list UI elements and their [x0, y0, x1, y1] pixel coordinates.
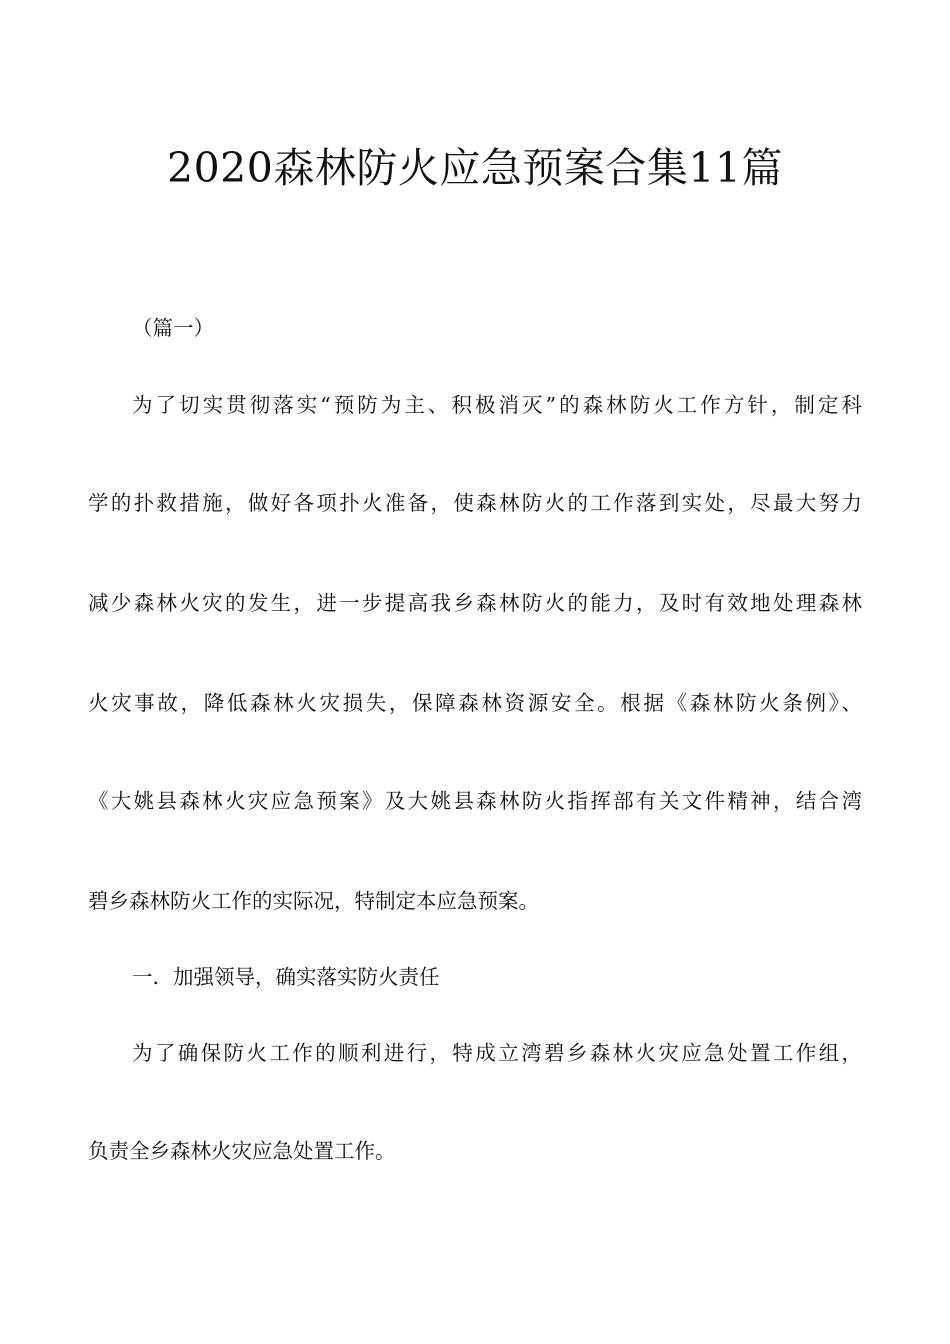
paragraph-line: 学的扑救措施，做好各项扑火准备，使森林防火的工作落到实处，尽最大努力: [88, 491, 862, 515]
paragraph-line: 火灾事故，降低森林火灾损失，保障森林资源安全。根据《森林防火条例》、: [88, 691, 862, 715]
paragraph-line: 《大姚县森林火灾应急预案》及大姚县森林防火指挥部有关文件精神，结合湾: [88, 789, 862, 813]
paragraph-line: 负责全乡森林火灾应急处置工作。: [88, 1139, 396, 1163]
document-title: 2020森林防火应急预案合集11篇: [166, 144, 783, 192]
paragraph-line: 减少森林火灾的发生，进一步提高我乡森林防火的能力，及时有效地处理森林: [88, 591, 862, 615]
paragraph-line: 为了切实贯彻落实“预防为主、积极消灭”的森林防火工作方针，制定科: [132, 393, 862, 417]
paragraph-line: 为了确保防火工作的顺利进行，特成立湾碧乡森林火灾应急处置工作组，: [132, 1041, 862, 1065]
section-label: （篇一）: [132, 316, 214, 340]
section-heading: 一．加强领导，确实落实防火责任: [132, 965, 440, 989]
paragraph-line: 碧乡森林防火工作的实际况，特制定本应急预案。: [88, 889, 539, 913]
